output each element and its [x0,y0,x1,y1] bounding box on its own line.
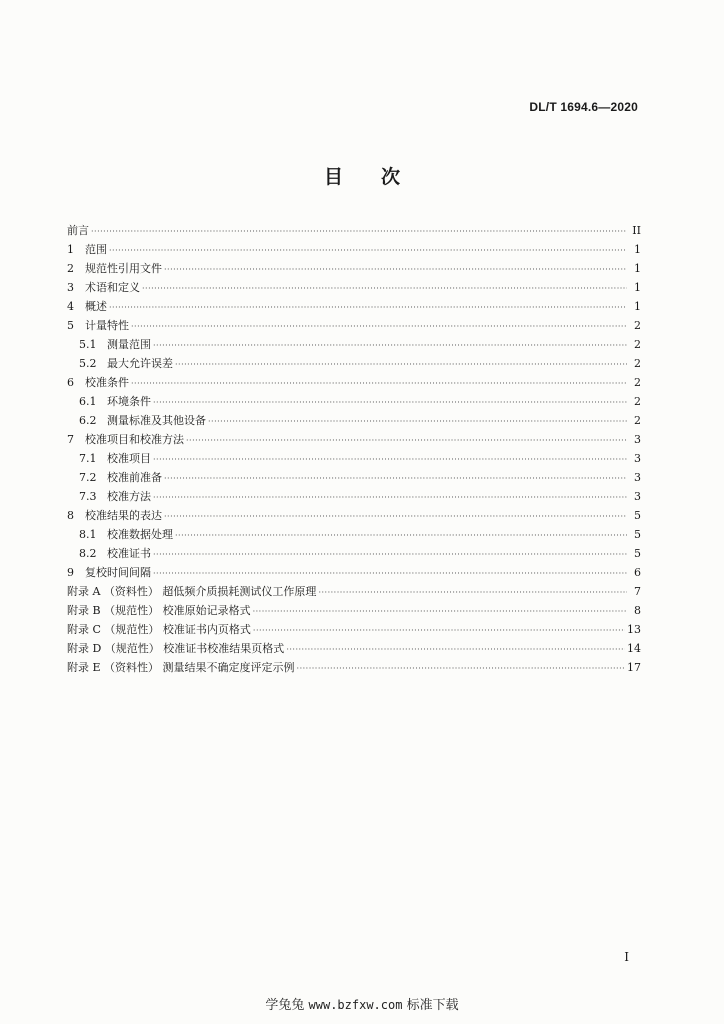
table-of-contents [67,222,641,678]
toc-leader-dots [253,607,627,616]
toc-entry-page: 3 [634,433,641,446]
toc-entry[interactable] [67,393,641,412]
toc-leader-dots [175,360,627,369]
toc-entry-page: 5 [634,528,641,541]
toc-entry-label: 校准项目 [107,452,151,465]
toc-entry-page: 3 [634,490,641,503]
toc-leader-dots [318,588,627,597]
toc-leader-dots [175,531,627,540]
toc-leader-dots [164,474,627,483]
toc-entry-number: 5.2 [79,357,97,370]
toc-entry-label: 测量标准及其他设备 [107,414,206,427]
toc-leader-dots [142,284,627,293]
toc-entry[interactable] [67,279,641,298]
toc-entry-page: II [632,224,641,237]
toc-leader-dots [286,645,625,654]
toc-entry-label: 校准前准备 [107,471,162,484]
toc-entry-label: 校准项目和校准方法 [85,433,184,446]
toc-entry-label: 最大允许误差 [107,357,173,370]
toc-entry-page: 3 [634,452,641,465]
toc-leader-dots [253,626,625,635]
toc-entry-number: 8.1 [79,528,97,541]
toc-entry-label: 附录 E （资料性） 测量结果不确定度评定示例 [67,661,295,674]
toc-entry-number: 6 [67,376,74,389]
page-title: 目次 [323,166,438,188]
toc-entry-page: 2 [634,414,641,427]
toc-entry-label: 测量范围 [107,338,151,351]
toc-entry[interactable] [67,659,641,678]
toc-entry[interactable] [67,488,641,507]
toc-entry-number: 4 [67,300,74,313]
toc-leader-dots [153,550,627,559]
toc-entry-number: 2 [67,262,74,275]
watermark-url[interactable]: www.bzfxw.com [308,998,403,1012]
toc-leader-dots [131,379,627,388]
toc-entry-number: 9 [67,566,74,579]
toc-leader-dots [164,512,627,521]
toc-entry-number: 7 [67,433,74,446]
toc-entry[interactable] [67,450,641,469]
toc-entry[interactable] [67,374,641,393]
standard-code: DL/T 1694.6—2020 [529,100,638,114]
toc-entry-page: 8 [634,604,641,617]
toc-entry-page: 1 [634,281,641,294]
toc-entry[interactable] [67,640,641,659]
watermark-suffix: 标准下载 [406,998,459,1013]
page-number: I [624,950,629,964]
toc-entry[interactable] [67,222,641,241]
toc-entry-number: 6.1 [79,395,97,408]
toc-entry[interactable] [67,336,641,355]
toc-entry[interactable] [67,298,641,317]
toc-entry-number: 6.2 [79,414,97,427]
toc-leader-dots [91,227,627,236]
toc-leader-dots [109,303,627,312]
toc-entry-number: 7.2 [79,471,97,484]
toc-entry[interactable] [67,412,641,431]
toc-entry-label: 复校时间间隔 [85,566,151,579]
toc-entry[interactable] [67,621,641,640]
toc-entry-number: 5 [67,319,74,332]
toc-leader-dots [153,493,627,502]
toc-entry-page: 13 [627,623,641,636]
toc-entry[interactable] [67,583,641,602]
toc-leader-dots [186,436,627,445]
toc-entry-label: 术语和定义 [85,281,140,294]
toc-entry-number: 3 [67,281,74,294]
toc-entry-label: 校准证书 [107,547,151,560]
toc-entry-page: 17 [627,661,641,674]
toc-entry-page: 2 [634,376,641,389]
toc-entry-page: 1 [634,300,641,313]
toc-leader-dots [109,246,627,255]
toc-leader-dots [164,265,627,274]
toc-leader-dots [297,664,625,673]
toc-entry-label: 附录 C （规范性） 校准证书内页格式 [67,623,251,636]
toc-entry-label: 环境条件 [107,395,151,408]
toc-entry-label: 前言 [67,224,89,237]
toc-entry[interactable] [67,507,641,526]
toc-entry-page: 5 [634,547,641,560]
toc-leader-dots [131,322,627,331]
toc-entry-page: 1 [634,262,641,275]
toc-entry[interactable] [67,602,641,621]
toc-entry-label: 校准条件 [85,376,129,389]
toc-entry-label: 概述 [85,300,107,313]
toc-entry-label: 计量特性 [85,319,129,332]
toc-entry-number: 8 [67,509,74,522]
toc-entry-number: 1 [67,243,74,256]
toc-entry[interactable] [67,355,641,374]
toc-entry-page: 6 [634,566,641,579]
toc-leader-dots [208,417,627,426]
toc-entry[interactable] [67,260,641,279]
toc-entry-number: 8.2 [79,547,97,560]
toc-entry-label: 附录 A （资料性） 超低频介质损耗测试仪工作原理 [67,585,317,598]
toc-entry-label: 附录 D （规范性） 校准证书校准结果页格式 [67,642,285,655]
toc-entry-number: 7.3 [79,490,97,503]
toc-leader-dots [153,398,627,407]
toc-entry[interactable] [67,431,641,450]
toc-entry-page: 14 [627,642,641,655]
toc-entry-label: 校准结果的表达 [85,509,162,522]
toc-entry[interactable] [67,526,641,545]
toc-entry-page: 1 [634,243,641,256]
toc-entry-label: 附录 B （规范性） 校准原始记录格式 [67,604,251,617]
toc-entry-label: 规范性引用文件 [85,262,162,275]
toc-entry-label: 校准数据处理 [107,528,173,541]
toc-entry-page: 3 [634,471,641,484]
toc-entry-page: 2 [634,395,641,408]
toc-leader-dots [153,569,627,578]
toc-entry-number: 5.1 [79,338,97,351]
toc-entry[interactable] [67,317,641,336]
toc-leader-dots [153,341,627,350]
toc-entry-label: 校准方法 [107,490,151,503]
watermark-prefix: 学兔兔 [265,998,305,1013]
toc-leader-dots [153,455,627,464]
toc-entry-page: 2 [634,338,641,351]
toc-entry-page: 2 [634,319,641,332]
toc-entry-page: 7 [634,585,641,598]
toc-entry-page: 5 [634,509,641,522]
toc-entry[interactable] [67,564,641,583]
toc-entry[interactable] [67,545,641,564]
toc-entry-label: 范围 [85,243,107,256]
toc-entry[interactable] [67,241,641,260]
toc-entry-number: 7.1 [79,452,97,465]
toc-entry[interactable] [67,469,641,488]
toc-entry-page: 2 [634,357,641,370]
watermark [0,994,724,1013]
